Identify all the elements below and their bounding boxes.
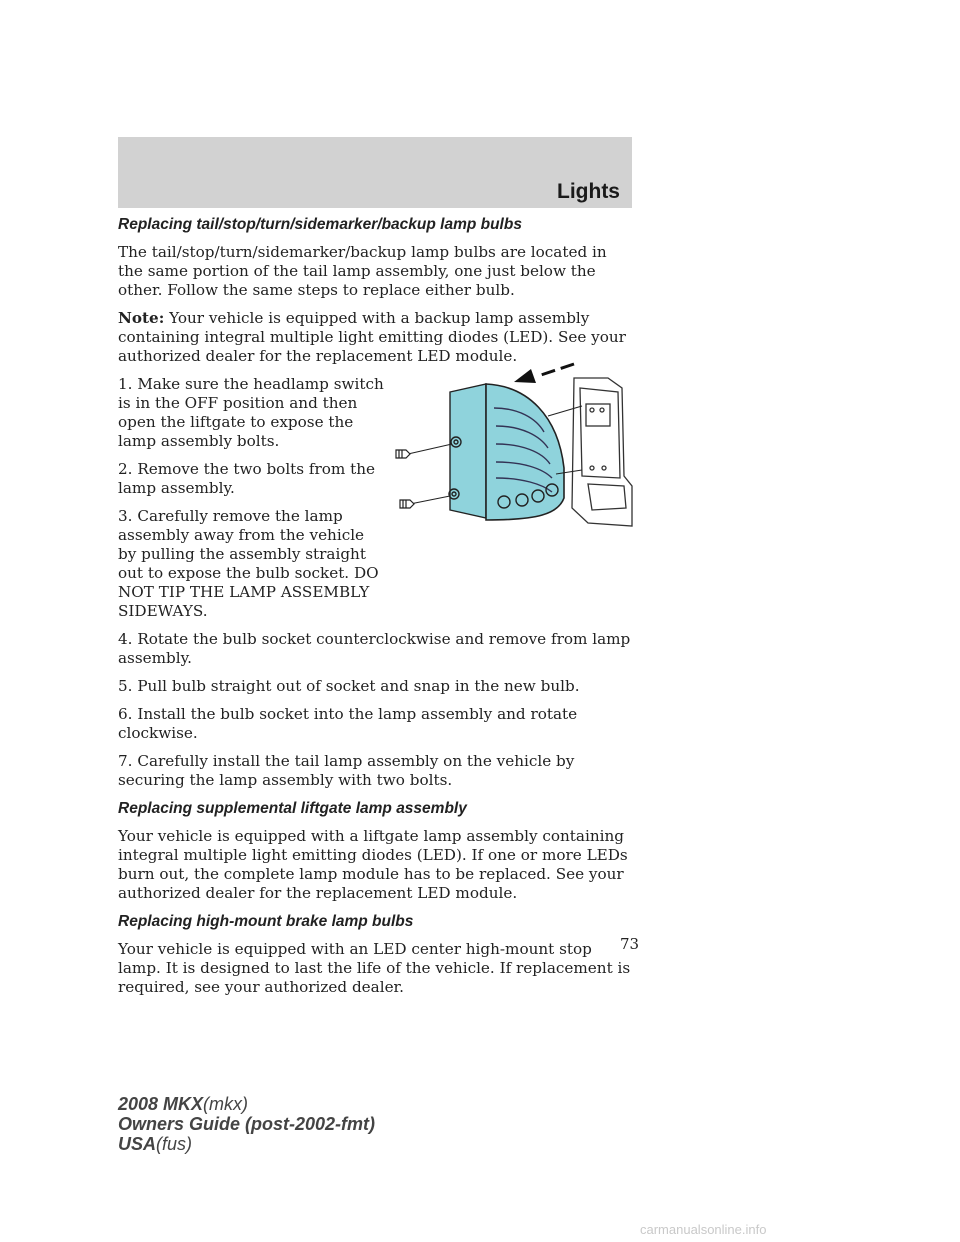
section-title: Lights bbox=[557, 180, 620, 203]
footer-model-code: (mkx) bbox=[203, 1094, 249, 1114]
footer-market: USA bbox=[118, 1134, 157, 1154]
note-text: Your vehicle is equipped with a backup lamp assembly containing integral multiple light emitting diodes (LED). See your authorized dealer for the replacement LED module. bbox=[118, 309, 626, 365]
footer-model: 2008 MKX bbox=[118, 1094, 204, 1114]
removal-arrow-icon bbox=[514, 364, 574, 383]
header-band bbox=[118, 137, 632, 208]
document-footer bbox=[118, 1094, 375, 1154]
liftgate-heading: Replacing supplemental liftgate lamp assembly bbox=[118, 800, 467, 817]
highmount-text: Your vehicle is equipped with an LED center high-mount stop lamp. It is designed to last the life of the vehicle. If replacement is required, see your authorized dealer. bbox=[118, 940, 631, 996]
bolt-icon bbox=[400, 500, 414, 508]
liftgate-text: Your vehicle is equipped with a liftgate lamp assembly containing integral multiple light emitting diodes (LED). If one or more LEDs burn out, the complete lamp module has to be replaced. See your authorized dealer for the replacement LED module. bbox=[118, 827, 628, 902]
vehicle-body-outline bbox=[572, 378, 632, 526]
tail-lamp-intro: The tail/stop/turn/sidemarker/backup lamp bulbs are located in the same portion of the tail lamp assembly, one just below the other. Follow the same steps to replace either bulb. bbox=[118, 243, 607, 299]
tail-lamp-illustration bbox=[388, 358, 636, 536]
tail-lamp-heading: Replacing tail/stop/turn/sidemarker/backup lamp bulbs bbox=[118, 216, 522, 233]
page-content bbox=[118, 215, 634, 1006]
step-1: 1. Make sure the headlamp switch is in the OFF position and then open the liftgate to expose the lamp assembly bolts. bbox=[118, 375, 384, 450]
step-5: 5. Pull bulb straight out of socket and snap in the new bulb. bbox=[118, 677, 580, 695]
tail-lamp-lens bbox=[486, 384, 564, 520]
page-number: 73 bbox=[620, 935, 640, 953]
step-2: 2. Remove the two bolts from the lamp assembly. bbox=[118, 460, 376, 497]
highmount-heading: Replacing high-mount brake lamp bulbs bbox=[118, 913, 414, 930]
note-label: Note: bbox=[118, 309, 165, 327]
watermark: carmanualsonline.info bbox=[640, 1222, 767, 1237]
lamp-housing bbox=[450, 384, 486, 518]
step-4: 4. Rotate the bulb socket counterclockwise and remove from lamp assembly. bbox=[118, 630, 631, 667]
step-6: 6. Install the bulb socket into the lamp assembly and rotate clockwise. bbox=[118, 705, 578, 742]
footer-guide: Owners Guide (post-2002-fmt) bbox=[118, 1114, 376, 1134]
footer-market-code: (fus) bbox=[156, 1134, 193, 1154]
bolt-icon bbox=[396, 450, 410, 458]
step-7: 7. Carefully install the tail lamp assembly on the vehicle by securing the lamp assembly with two bolts. bbox=[118, 752, 575, 789]
step-3: 3. Carefully remove the lamp assembly away from the vehicle by pulling the assembly straight out to expose the bulb socket. DO NOT TIP THE LAMP ASSEMBLY SIDEWAYS. bbox=[118, 507, 379, 620]
